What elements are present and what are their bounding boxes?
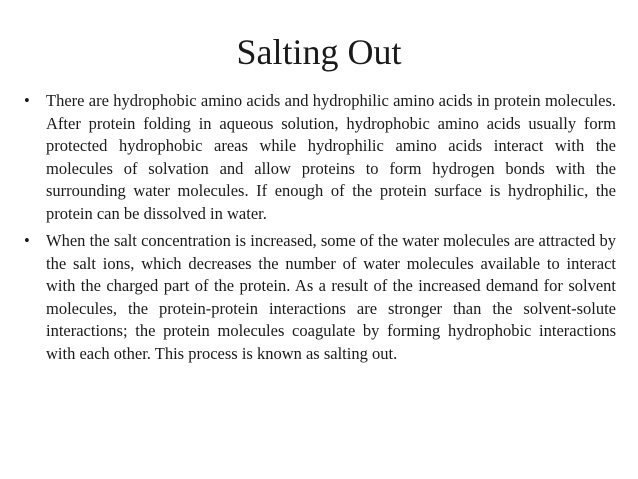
bullet-list: [24, 90, 616, 370]
bullet-item: [24, 90, 616, 225]
bullet-text: There are hydrophobic amino acids and hydrophilic amino acids in protein molecules. After protein folding in aqueous solution, hydrophobic amino acids usually form protected hydrophobic areas while hydrophilic amino acids interact with the molecules of solvation and allow proteins to form hydrogen bonds with the surrounding water molecules. If enough of the protein surface is hydrophilic, the protein can be dissolved in water.: [46, 91, 616, 223]
bullet-marker: •: [24, 91, 30, 110]
slide-title: Salting Out: [236, 32, 402, 72]
bullet-item: [24, 230, 616, 365]
bullet-marker: •: [24, 231, 30, 250]
bullet-text: When the salt concentration is increased, some of the water molecules are attracted by the salt ions, which decreases the number of water molecules available to interact with the charged part of the protein. As a result of the increased demand for solvent molecules, the protein-protein interactions are stronger than the solvent-solute interactions; the protein molecules coagulate by forming hydrophobic interactions with each other. This process is known as salting out.: [46, 231, 616, 363]
